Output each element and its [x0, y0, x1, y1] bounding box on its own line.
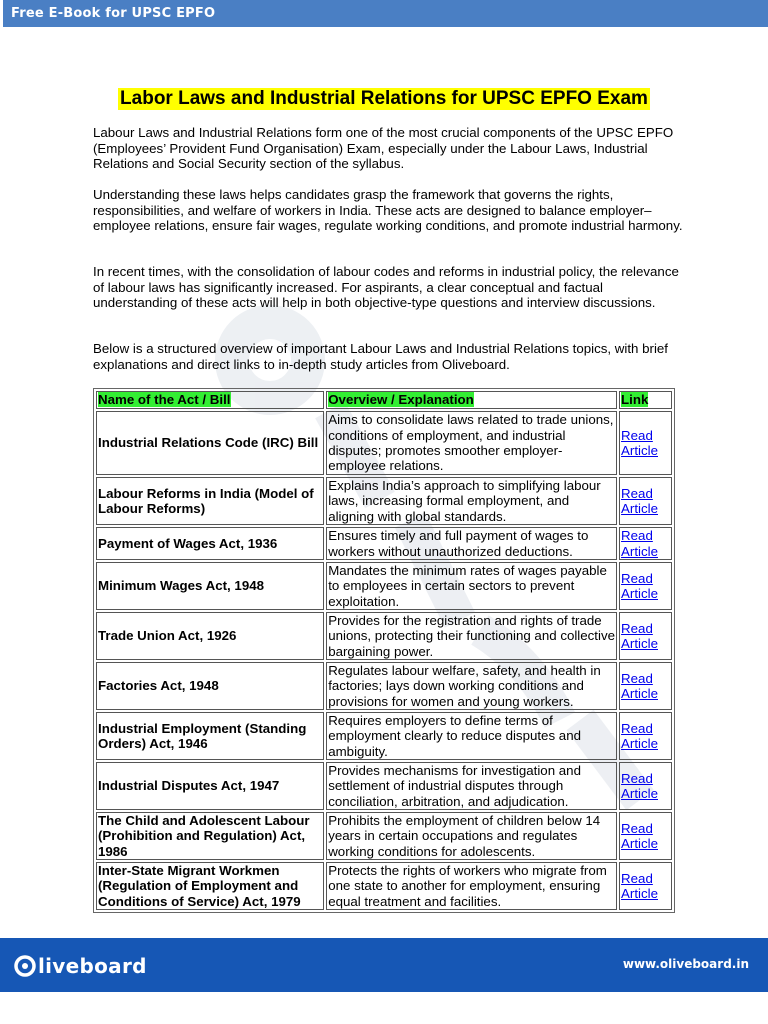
recent-times-paragraph: In recent times, with the consolidation of labour codes and reforms in industrial policy, the relevance of labour laws has significantly increased. For aspirants, a clear conceptual and factual understanding of these acts will help in both objective-type questions and interview discussions. — [93, 264, 679, 310]
read-article-cell — [619, 562, 672, 610]
footer-bar — [0, 938, 768, 992]
oliveboard-logo[interactable] — [14, 952, 147, 980]
header-overview: Overview / Explanation — [326, 391, 617, 409]
table-row — [96, 662, 672, 710]
read-article-link[interactable]: Read Article — [621, 427, 658, 458]
intro-paragraph: Labour Laws and Industrial Relations form one of the most crucial components of the UPSC EPFO (Employees’ Provident Fund Organisation) Exam, especially under the Labour Laws, Industrial Relations and Social Security section of the syllabus. — [93, 125, 674, 171]
act-name: Industrial Disputes Act, 1947 — [96, 762, 324, 810]
read-article-link[interactable]: Read Article — [621, 485, 658, 516]
act-overview: Provides mechanisms for investigation and settlement of industrial disputes through conciliation, arbitration, and adjudication. — [326, 762, 617, 810]
read-article-cell — [619, 527, 672, 560]
title-container — [0, 88, 768, 110]
understanding-paragraph: Understanding these laws helps candidates grasp the framework that governs the rights, responsibilities, and welfare of workers in India. These acts are designed to balance employer–employee relations, ensure fair wages, regulate working conditions, and promote industrial harmony. — [93, 187, 683, 233]
read-article-link[interactable]: Read Article — [621, 770, 658, 801]
table-row — [96, 762, 672, 810]
table-row — [96, 411, 672, 475]
act-overview: Requires employers to define terms of employment clearly to reduce disputes and ambiguity. — [326, 712, 617, 760]
read-article-link[interactable]: Read Article — [621, 570, 658, 601]
act-overview: Protects the rights of workers who migrate from one state to another for employment, ensuring equal treatment and facilities. — [326, 862, 617, 910]
website-url[interactable]: www.oliveboard.in — [622, 957, 749, 971]
header-act-name: Name of the Act / Bill — [96, 391, 324, 409]
read-article-link[interactable]: Read Article — [621, 670, 658, 701]
table-row — [96, 612, 672, 660]
act-name: Trade Union Act, 1926 — [96, 612, 324, 660]
table-row — [96, 862, 672, 910]
overview-paragraph: Below is a structured overview of important Labour Laws and Industrial Relations topics, with brief explanations and direct links to in-depth study articles from Oliveboard. — [93, 341, 668, 372]
act-overview: Explains India’s approach to simplifying labour laws, increasing formal employment, and aligning with global standards. — [326, 477, 617, 525]
read-article-cell — [619, 762, 672, 810]
act-name: Inter-State Migrant Workmen (Regulation of Employment and Conditions of Service) Act, 1979 — [96, 862, 324, 910]
act-overview: Prohibits the employment of children below 14 years in certain occupations and regulates working conditions for adolescents. — [326, 812, 617, 860]
read-article-link[interactable]: Read Article — [621, 528, 658, 559]
read-article-cell — [619, 662, 672, 710]
table-row — [96, 712, 672, 760]
act-name: Payment of Wages Act, 1936 — [96, 527, 324, 560]
read-article-link[interactable]: Read Article — [621, 720, 658, 751]
act-overview: Ensures timely and full payment of wages to workers without unauthorized deductions. — [326, 527, 617, 560]
act-name: Industrial Employment (Standing Orders) Act, 1946 — [96, 712, 324, 760]
page-title: Labor Laws and Industrial Relations for UPSC EPFO Exam — [120, 88, 648, 109]
act-overview: Provides for the registration and rights of trade unions, protecting their functioning and collective bargaining power. — [326, 612, 617, 660]
read-article-link[interactable]: Read Article — [621, 820, 658, 851]
read-article-cell — [619, 477, 672, 525]
read-article-link[interactable]: Read Article — [621, 870, 658, 901]
logo-text: liveboard — [38, 954, 147, 978]
act-name: Labour Reforms in India (Model of Labour Reforms) — [96, 477, 324, 525]
act-overview: Aims to consolidate laws related to trade unions, conditions of employment, and industrial disputes; promotes smoother employer-employee relations. — [326, 411, 617, 475]
read-article-cell — [619, 812, 672, 860]
act-name: Industrial Relations Code (IRC) Bill — [96, 411, 324, 475]
act-name: The Child and Adolescent Labour (Prohibition and Regulation) Act, 1986 — [96, 812, 324, 860]
table-header-row — [96, 391, 672, 409]
act-overview: Regulates labour welfare, safety, and health in factories; lays down working conditions and provisions for women and young workers. — [326, 662, 617, 710]
act-name: Factories Act, 1948 — [96, 662, 324, 710]
read-article-link[interactable]: Read Article — [621, 620, 658, 651]
read-article-cell — [619, 862, 672, 910]
table-row — [96, 812, 672, 860]
act-overview: Mandates the minimum rates of wages payable to employees in certain sectors to prevent exploitation. — [326, 562, 617, 610]
oliveboard-logo-icon — [14, 955, 36, 977]
table-row — [96, 527, 672, 560]
acts-table — [93, 388, 675, 913]
table-row — [96, 562, 672, 610]
read-article-cell — [619, 712, 672, 760]
header-link: Link — [619, 391, 672, 409]
ebook-banner: Free E-Book for UPSC EPFO — [3, 0, 768, 27]
table-row — [96, 477, 672, 525]
act-name: Minimum Wages Act, 1948 — [96, 562, 324, 610]
read-article-cell — [619, 411, 672, 475]
read-article-cell — [619, 612, 672, 660]
